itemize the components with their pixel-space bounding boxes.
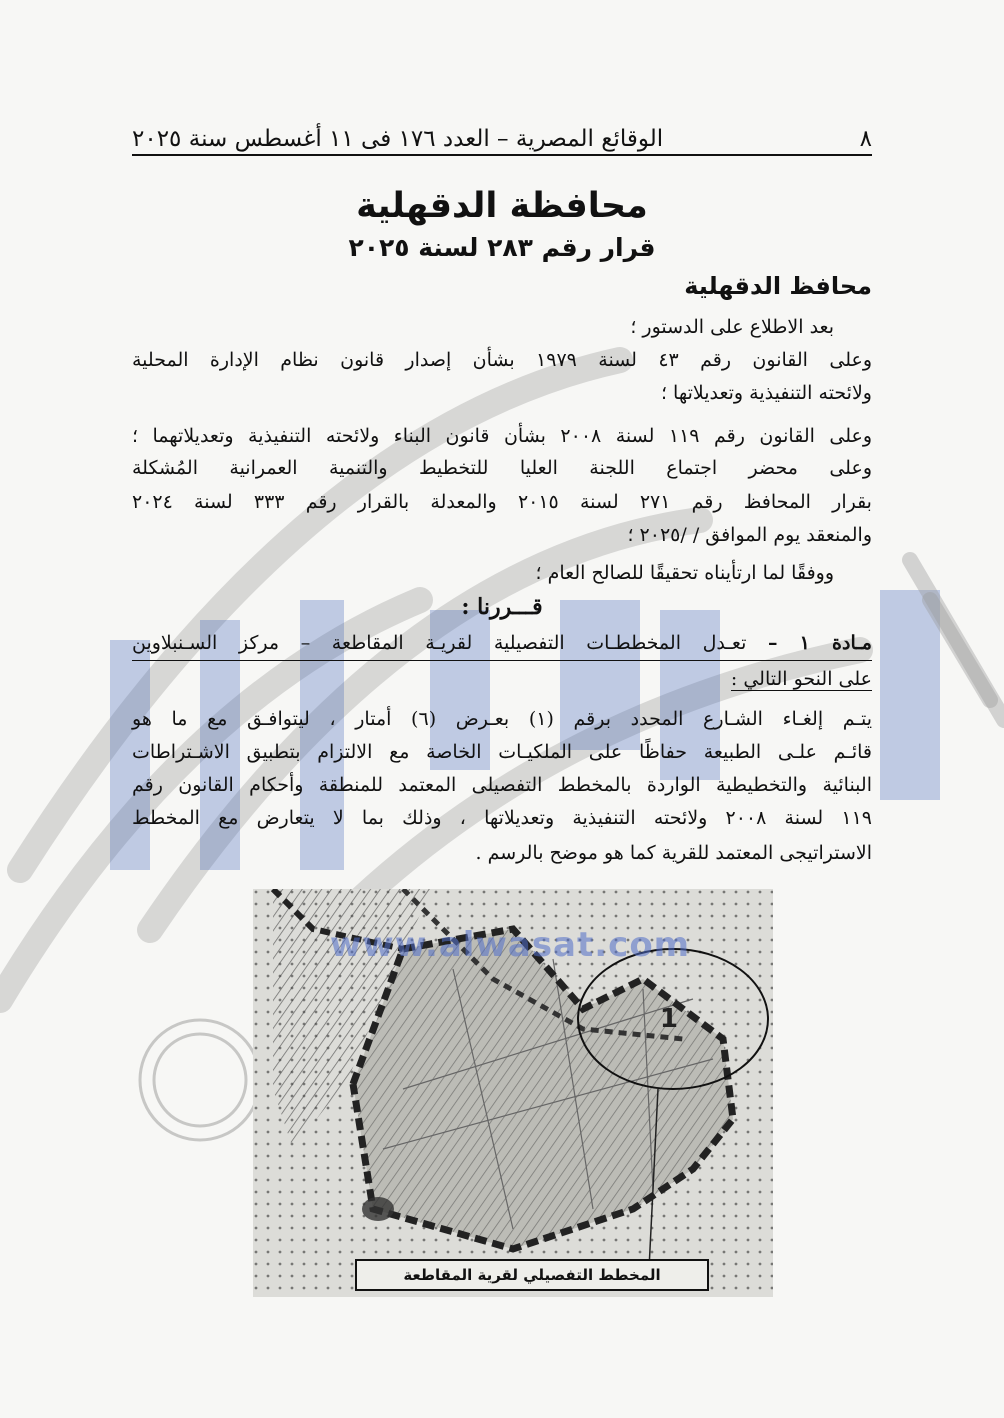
signer-title: محافظ الدقهلية (684, 272, 872, 300)
body-line: الاستراتيجى المعتمد للقرية كما هو موضح بالرسم . (475, 842, 872, 864)
article-label: مـادة ١ – (767, 632, 872, 654)
parcel-number: 1 (659, 1004, 678, 1034)
article-text: تعـدل المخططـات التفصيلية لقريـة المقاطعة – مركز السـنبلاوين (132, 632, 747, 654)
preamble-line: وعلى القانون رقم ١١٩ لسنة ٢٠٠٨ بشأن قانون البناء ولائحته التنفيذية وتعديلاتهما ؛ (132, 425, 873, 447)
article-line-2: على النحو التالي : (730, 668, 872, 690)
preamble-line: وعلى القانون رقم ٤٣ لسنة ١٩٧٩ بشأن إصدار قانون نظام الإدارة المحلية (132, 349, 872, 371)
article-1-continuation (731, 664, 872, 696)
article-1-line (132, 628, 872, 661)
map-site-watermark: www.alwasat.com (329, 925, 691, 965)
preamble-line: والمنعقد يوم الموافق / /٢٠٢٥ ؛ (627, 524, 872, 546)
decided-heading: قـــررنا : (461, 594, 543, 620)
ink-smudge (362, 1197, 394, 1221)
map-caption: المخطط التفصيلي لقرية المقاطعة (355, 1259, 709, 1291)
preamble-line: ووفقًا لما ارتأيناه تحقيقًا للصالح العام ؛ (535, 562, 834, 584)
running-title: الوقائع المصرية – العدد ١٧٦ فى ١١ أغسطس سنة ٢٠٢٥ (132, 126, 664, 152)
preamble-line: وعلى محضر اجتماع اللجنة العليا للتخطيط والتنمية العمرانية المُشكلة (132, 457, 872, 479)
page-number: ٨ (859, 126, 872, 152)
preamble-line: بقرار المحافظ رقم ٢٧١ لسنة ٢٠١٥ والمعدلة بالقرار رقم ٣٣٣ لسنة ٢٠٢٤ (132, 491, 872, 513)
body-line: قائـم علـى الطبيعة حفاظًا على الملكيـات الخاصة مع الالتزام بتطبيق الاشـتراطات (132, 741, 872, 763)
body-line: يتـم إلغـاء الشـارع المحدد برقم (١) بعـرض (٦) أمتار ، ليتوافـق مع ما هو (132, 708, 872, 730)
body-line: البنائية والتخطيطية الواردة بالمخطط التفصيلى المعتمد للمنطقة وأحكام القانون رقم (132, 774, 872, 796)
header-rule (132, 154, 872, 156)
governorate-title: محافظة الدقهلية (356, 186, 648, 226)
decree-title: قرار رقم ٢٨٣ لسنة ٢٠٢٥ (348, 233, 656, 262)
body-line: ١١٩ لسنة ٢٠٠٨ ولائحته التنفيذية وتعديلاتها ، وذلك بما لا يتعارض مع المخطط (132, 807, 872, 829)
preamble-line: بعد الاطلاع على الدستور ؛ (630, 316, 834, 338)
preamble-line: ولائحته التنفيذية وتعديلاتها ؛ (660, 382, 872, 404)
running-header (132, 112, 872, 152)
